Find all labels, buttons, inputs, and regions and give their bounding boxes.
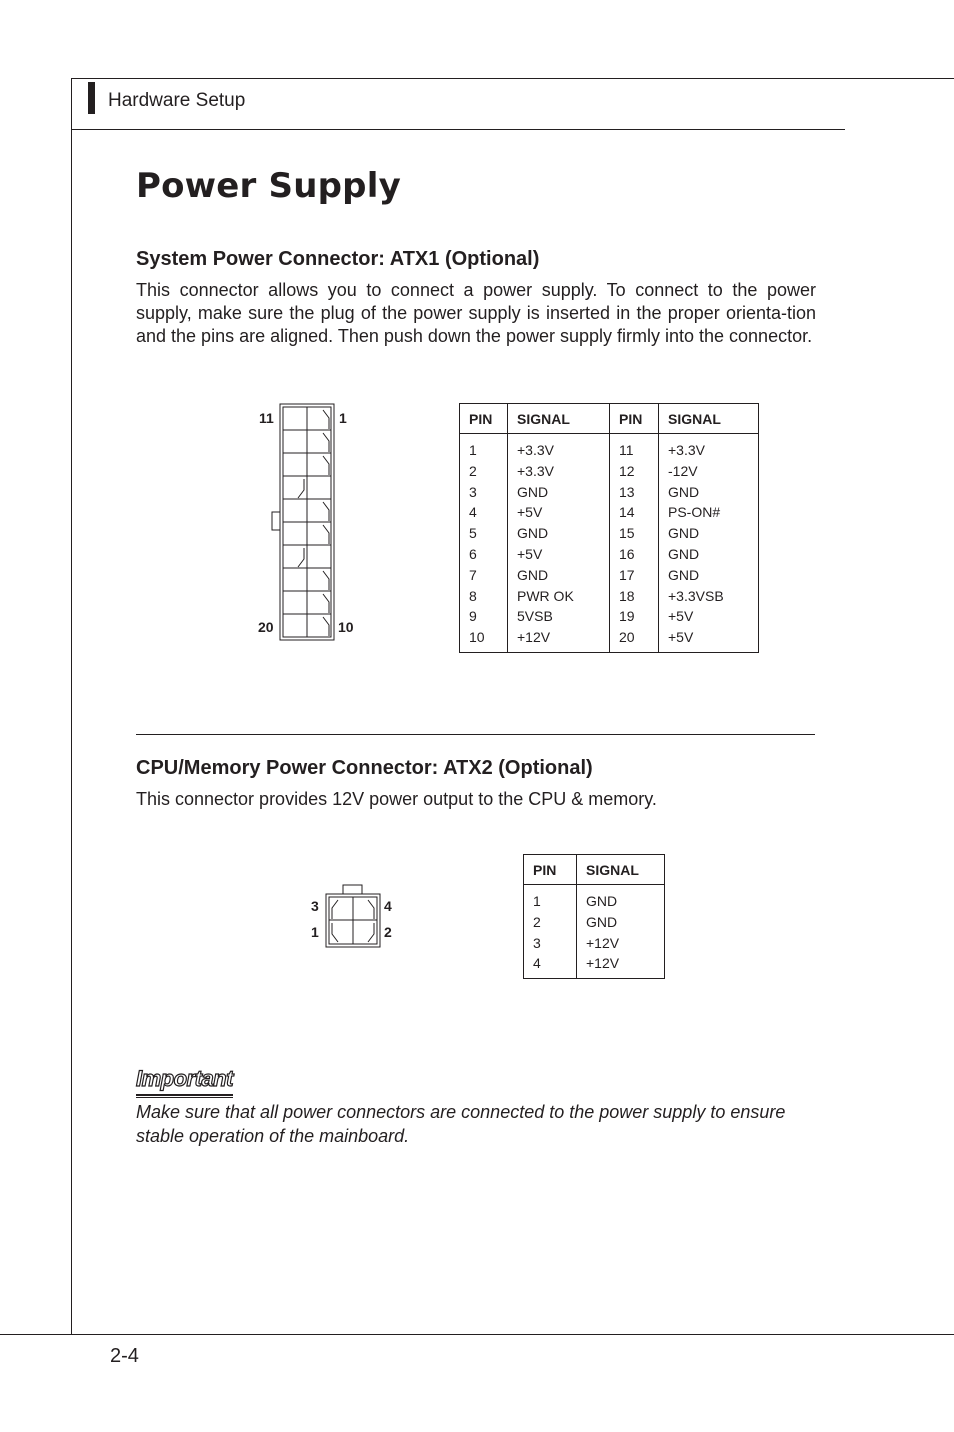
table-cell: 12 xyxy=(619,462,635,479)
table-cell: +12V xyxy=(586,934,620,951)
table-cell: +12V xyxy=(586,955,620,972)
atx2-signals-column xyxy=(577,885,665,979)
page-frame-left-rule xyxy=(71,78,72,1335)
table-cell: +3.3V xyxy=(517,462,554,479)
table-cell: 8 xyxy=(469,587,477,604)
table-cell: GND xyxy=(668,525,700,542)
section-divider xyxy=(136,734,815,735)
atx1-label-bottom-right: 10 xyxy=(338,619,354,635)
footer-divider xyxy=(0,1334,954,1335)
table-cell: 13 xyxy=(619,483,635,500)
atx1-signals-b-column xyxy=(659,434,759,653)
atx1-header-signal-a: SIGNAL xyxy=(508,404,610,434)
atx2-pin-table xyxy=(523,854,665,979)
table-cell: +3.3V xyxy=(668,442,705,458)
table-cell: 4 xyxy=(533,955,541,972)
atx2-pins-column xyxy=(524,885,577,979)
table-cell: +5V xyxy=(517,545,543,562)
atx2-label-top-left: 3 xyxy=(311,898,319,914)
table-cell: GND xyxy=(517,525,549,542)
table-cell: GND xyxy=(517,566,549,583)
table-cell: +3.3VSB xyxy=(668,587,724,604)
page-title: Power Supply xyxy=(136,166,401,206)
table-cell: 3 xyxy=(469,483,477,500)
table-cell: 16 xyxy=(619,545,635,562)
table-cell: 2 xyxy=(533,913,541,930)
atx1-description: This connector allows you to connect a power supply. To connect to the power supply, make sure the plug of the power supply is inserted in the proper orienta-tion and the pins are aligned. Then push down the power supply firmly into the connector. xyxy=(136,280,816,346)
atx2-label-bottom-left: 1 xyxy=(311,924,319,940)
table-cell: 6 xyxy=(469,545,477,562)
important-underline xyxy=(136,1094,233,1096)
header-marker-bar xyxy=(88,82,95,114)
page-frame-top-rule xyxy=(71,78,954,79)
table-cell: 1 xyxy=(469,442,477,458)
atx1-signals-a-column xyxy=(508,434,610,653)
atx1-label-bottom-left: 20 xyxy=(258,619,274,635)
table-cell: 5 xyxy=(469,525,477,542)
atx1-pin-table xyxy=(459,403,759,653)
atx1-label-top-right: 1 xyxy=(339,410,347,426)
atx2-label-bottom-right: 2 xyxy=(384,924,392,940)
table-cell: +5V xyxy=(668,608,694,625)
table-cell: 1 xyxy=(533,893,541,909)
table-cell: 5VSB xyxy=(517,608,553,625)
important-label: Important xyxy=(136,1066,233,1091)
table-cell: 7 xyxy=(469,566,477,583)
table-cell: 9 xyxy=(469,608,477,625)
table-cell: GND xyxy=(668,545,700,562)
table-cell: GND xyxy=(668,483,700,500)
atx2-description: This connector provides 12V power output to the CPU & memory. xyxy=(136,789,657,809)
table-cell: 20 xyxy=(619,629,635,646)
table-cell: 19 xyxy=(619,608,635,625)
table-cell: +12V xyxy=(517,629,551,646)
atx2-header-signal: SIGNAL xyxy=(577,855,665,885)
table-cell: 15 xyxy=(619,525,635,542)
table-cell: GND xyxy=(517,483,549,500)
table-cell: -12V xyxy=(668,462,698,479)
table-cell: 10 xyxy=(469,629,485,646)
table-cell: +5V xyxy=(517,504,543,521)
atx2-heading: CPU/Memory Power Connector: ATX2 (Optional) xyxy=(136,757,593,779)
atx1-header-signal-b: SIGNAL xyxy=(659,404,759,434)
table-cell: 14 xyxy=(619,504,635,521)
table-cell: +5V xyxy=(668,629,694,646)
atx1-header-pin-b: PIN xyxy=(610,404,659,434)
table-cell: 2 xyxy=(469,462,477,479)
table-cell: PS-ON# xyxy=(668,504,721,521)
table-cell: GND xyxy=(586,913,618,930)
table-cell: 4 xyxy=(469,504,477,521)
section-header: Hardware Setup xyxy=(108,90,246,111)
table-cell: PWR OK xyxy=(517,587,574,604)
table-cell: 17 xyxy=(619,566,635,583)
atx2-header-pin: PIN xyxy=(524,855,577,885)
table-cell: 18 xyxy=(619,587,635,604)
atx1-heading: System Power Connector: ATX1 (Optional) xyxy=(136,248,540,270)
atx1-pins-b-column xyxy=(610,434,659,653)
atx1-pins-a-column xyxy=(460,434,508,653)
table-cell: 3 xyxy=(533,934,541,951)
table-cell: +3.3V xyxy=(517,442,554,458)
atx2-connector-diagram xyxy=(324,882,382,950)
atx1-label-top-left: 11 xyxy=(259,410,274,426)
table-cell: GND xyxy=(668,566,700,583)
important-note: Make sure that all power connectors are connected to the power supply to ensure stable operation of the mainboard. xyxy=(136,1102,786,1146)
table-cell: GND xyxy=(586,893,618,909)
page-number: 2-4 xyxy=(110,1345,139,1367)
atx1-header-pin-a: PIN xyxy=(460,404,508,434)
atx1-connector-diagram xyxy=(268,402,336,642)
important-underline-thin xyxy=(136,1097,233,1098)
table-cell: 11 xyxy=(619,442,634,458)
atx2-label-top-right: 4 xyxy=(384,898,392,914)
header-divider xyxy=(71,129,845,130)
